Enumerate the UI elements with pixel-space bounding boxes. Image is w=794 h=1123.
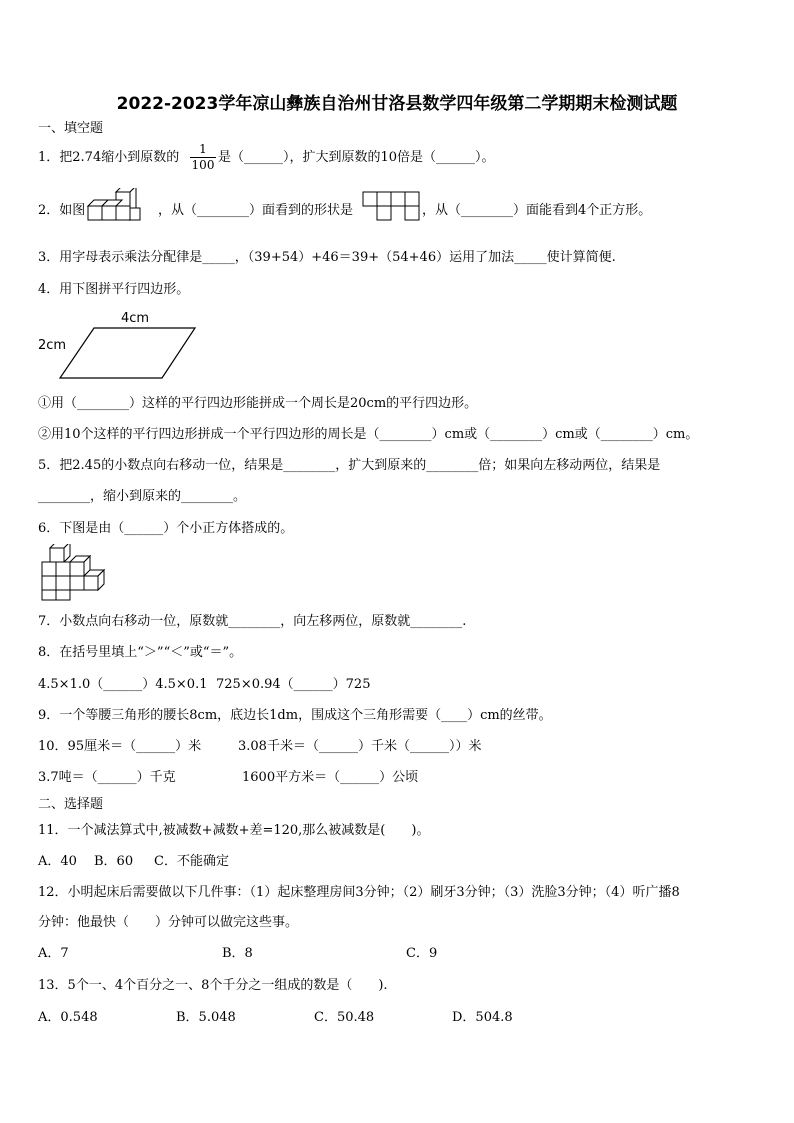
section-choice-heading: 二、选择题 <box>38 797 104 812</box>
question-8-item-b: 725×0.94（______）725 <box>216 677 371 692</box>
question-6: 6．下图是由（______）个小正方体搭成的。 <box>38 521 294 536</box>
parallelogram-figure <box>58 326 198 382</box>
question-2-part-c: ，从（________）面能看到4个正方形。 <box>422 203 652 218</box>
question-1-fraction <box>190 142 216 173</box>
question-13-option-a: A．0.548 <box>38 1010 98 1025</box>
question-10-item-c: 3.7吨＝（______）千克 <box>38 770 176 785</box>
question-12-option-c: C．9 <box>406 946 438 961</box>
question-5-line-1: 5．把2.45的小数点向右移动一位，结果是________，扩大到原来的________倍；如果向左移动两位，结果是 <box>38 458 661 473</box>
question-3: 3．用字母表示乘法分配律是_____，（39+54）+46＝39+（54+46）运用了加法_____使计算简便. <box>38 250 616 265</box>
question-5-line-2: ________，缩小到原来的________。 <box>38 489 247 504</box>
question-10-item-b: 3.08千米＝（______）千米（______））米 <box>238 739 482 754</box>
page-title: 2022-2023学年凉山彝族自治州甘洛县数学四年级第二学期期末检测试题 <box>116 94 678 114</box>
question-11: 11．一个减法算式中,被减数+减数+差=120,那么被减数是( )。 <box>38 823 430 838</box>
fraction-denominator: 100 <box>191 158 215 172</box>
parallelogram-top-label: 4cm <box>121 311 150 326</box>
question-11-option-c: C．不能确定 <box>154 854 229 869</box>
question-8-item-a: 4.5×1.0（______）4.5×0.1 <box>38 677 208 692</box>
question-11-option-b: B．60 <box>94 854 134 869</box>
question-12-line-2: 分钟：他最快（ ）分钟可以做完这些事。 <box>38 915 299 930</box>
question-4-sub-2: ②用10个这样的平行四边形拼成一个平行四边形的周长是（________）cm或（________）cm或（________）cm。 <box>38 427 699 442</box>
cube-stack-figure <box>86 188 156 228</box>
question-10-item-d: 1600平方米＝（______）公顷 <box>242 770 419 785</box>
question-11-option-a: A．40 <box>38 854 77 869</box>
view-shape-figure <box>362 191 422 227</box>
question-12-line-1: 12．小明起床后需要做以下几件事：（1）起床整理房间3分钟；（2）刷牙3分钟；（3）洗脸3分钟；（4）听广播8 <box>38 885 680 900</box>
question-10-item-a: 10．95厘米＝（______）米 <box>38 739 202 754</box>
question-13-option-d: D．504.8 <box>452 1010 513 1025</box>
question-4-sub-1: ①用（________）这样的平行四边形能拼成一个周长是20cm的平行四边形。 <box>38 396 478 411</box>
question-13-option-c: C．50.48 <box>314 1010 375 1025</box>
question-1-suffix: 是（______），扩大到原数的10倍是（______）。 <box>218 150 495 165</box>
question-12-option-b: B．8 <box>222 946 253 961</box>
parallelogram-side-label: 2cm <box>38 338 67 353</box>
fraction-numerator: 1 <box>190 142 216 158</box>
question-2-part-a: 2．如图 <box>38 203 86 218</box>
question-8: 8．在括号里填上“＞”“＜”或“＝”。 <box>38 645 243 660</box>
question-12-option-a: A．7 <box>38 946 69 961</box>
question-2-part-b: ，从（________）面看到的形状是 <box>158 203 354 218</box>
question-9: 9．一个等腰三角形的腰长8cm，底边长1dm，围成这个三角形需要（____）cm的丝带。 <box>38 708 552 723</box>
question-1-prefix: 1．把2.74缩小到原数的 <box>38 150 180 165</box>
question-13: 13．5个一、4个百分之一、8个千分之一组成的数是（ ). <box>38 978 388 993</box>
question-13-option-b: B．5.048 <box>176 1010 236 1025</box>
question-4: 4．用下图拼平行四边形。 <box>38 282 190 297</box>
cube-pile-figure <box>40 544 112 604</box>
question-7: 7．小数点向右移动一位，原数就________，向左移两位，原数就________. <box>38 614 467 629</box>
section-fill-heading: 一、填空题 <box>38 121 104 136</box>
